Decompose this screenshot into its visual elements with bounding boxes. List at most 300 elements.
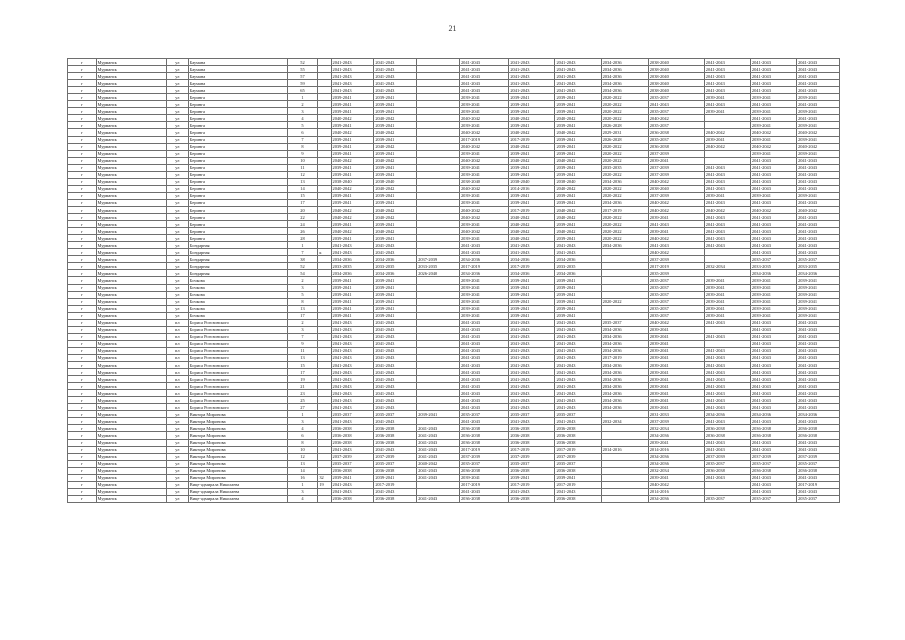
table-cell: г bbox=[68, 108, 97, 115]
table-cell: 2041-2043 bbox=[797, 228, 840, 235]
table-cell bbox=[417, 369, 460, 376]
table-cell: ул bbox=[166, 312, 188, 319]
table-cell: г bbox=[68, 228, 97, 235]
table-cell: Бондарная bbox=[188, 242, 287, 249]
table-cell: Мурманск bbox=[96, 66, 166, 73]
table-cell: 2036-2038 bbox=[750, 425, 796, 432]
table-cell: 2039-2041 bbox=[459, 122, 508, 129]
table-cell: г bbox=[68, 291, 97, 298]
table-cell: 2039-2041 bbox=[648, 157, 704, 164]
table-cell: 10 bbox=[287, 446, 318, 453]
table-cell: 2041-2043 bbox=[555, 390, 601, 397]
table-cell: 2040-2042 bbox=[555, 115, 601, 122]
table-row bbox=[68, 115, 840, 122]
table-cell: Бориса Рогозинского bbox=[188, 347, 287, 354]
table-cell: ул bbox=[166, 432, 188, 439]
table-cell: 2017-2019 bbox=[509, 446, 555, 453]
table-cell: 2039-2041 bbox=[374, 101, 417, 108]
table-cell: Вице-адмирала Николаева bbox=[188, 488, 287, 495]
table-cell: ул bbox=[166, 73, 188, 80]
table-cell: 2036-2038 bbox=[459, 495, 508, 502]
table-cell: 3 bbox=[287, 326, 318, 333]
table-cell: 2041-2043 bbox=[750, 439, 796, 446]
table-row bbox=[68, 94, 840, 101]
table-cell: ул bbox=[166, 305, 188, 312]
table-cell: 2034-2036 bbox=[601, 362, 648, 369]
table-row bbox=[68, 277, 840, 284]
table-cell: 17 bbox=[287, 369, 318, 376]
table-cell: 2041-2043 bbox=[555, 376, 601, 383]
table-cell: 2041-2043 bbox=[459, 404, 508, 411]
table-row bbox=[68, 369, 840, 376]
table-cell: 2039-2041 bbox=[555, 164, 601, 171]
table-cell: 2041-2043 bbox=[750, 199, 796, 206]
table-cell: 2040-2042 bbox=[331, 214, 374, 221]
table-cell: 2041-2043 bbox=[797, 185, 840, 192]
table-cell: 2041-2043 bbox=[331, 80, 374, 87]
table-cell: 2032-2034 bbox=[601, 418, 648, 425]
table-cell: 2041-2043 bbox=[374, 326, 417, 333]
table-cell: Виктора Миронова bbox=[188, 446, 287, 453]
table-cell: 2037-2039 bbox=[648, 164, 704, 171]
table-cell: ул bbox=[166, 59, 188, 66]
table-cell: 2039-2041 bbox=[555, 192, 601, 199]
table-cell: 2041-2043 bbox=[704, 397, 750, 404]
table-cell bbox=[318, 369, 331, 376]
table-cell: 2039-2041 bbox=[459, 284, 508, 291]
table-cell: Мурманск bbox=[96, 305, 166, 312]
table-cell: 13 bbox=[287, 460, 318, 467]
table-cell: 2034-2036 bbox=[601, 404, 648, 411]
table-cell: Беринга bbox=[188, 171, 287, 178]
table-cell: 2041-2043 bbox=[555, 80, 601, 87]
table-cell bbox=[417, 418, 460, 425]
table-cell: 2041-2043 bbox=[750, 397, 796, 404]
table-cell bbox=[601, 312, 648, 319]
table-cell: 2041-2043 bbox=[704, 59, 750, 66]
table-cell: 2036-2038 bbox=[509, 495, 555, 502]
table-cell: ул bbox=[166, 481, 188, 488]
table-cell: 2041-2043 bbox=[704, 214, 750, 221]
table-cell: 2036-2038 bbox=[797, 467, 840, 474]
table-cell: 2039-2041 bbox=[797, 291, 840, 298]
table-cell: 2039-2041 bbox=[459, 221, 508, 228]
table-row bbox=[68, 383, 840, 390]
table-cell: 2034-2036 bbox=[601, 340, 648, 347]
table-cell bbox=[417, 214, 460, 221]
table-cell: 2041-2043 bbox=[374, 59, 417, 66]
table-cell: 2041-2043 bbox=[374, 397, 417, 404]
table-cell: ул bbox=[166, 115, 188, 122]
table-cell: Мурманск bbox=[96, 453, 166, 460]
table-cell: Беринга bbox=[188, 235, 287, 242]
table-cell: 2034-2036 bbox=[797, 270, 840, 277]
housing-schedule-table bbox=[67, 58, 840, 503]
table-cell: 2040-2042 bbox=[459, 157, 508, 164]
table-body bbox=[68, 59, 840, 503]
table-cell: 2041-2043 bbox=[750, 228, 796, 235]
table-cell: 19 bbox=[287, 376, 318, 383]
table-cell: 2041-2043 bbox=[750, 333, 796, 340]
table-cell: Бориса Рогозинского bbox=[188, 319, 287, 326]
table-cell bbox=[318, 446, 331, 453]
table-cell: Беринга bbox=[188, 150, 287, 157]
table-cell: 2041-2043 bbox=[704, 87, 750, 94]
table-cell: 3 bbox=[287, 488, 318, 495]
table-cell: Мурманск bbox=[96, 354, 166, 361]
table-cell: 2041-2043 bbox=[750, 340, 796, 347]
table-cell: 2034-2036 bbox=[601, 66, 648, 73]
table-cell: 2034-2036 bbox=[601, 59, 648, 66]
table-cell: 2041-2043 bbox=[331, 347, 374, 354]
table-cell: 2041-2043 bbox=[374, 354, 417, 361]
table-cell: 2039-2041 bbox=[331, 284, 374, 291]
table-cell: 65 bbox=[287, 87, 318, 94]
table-cell: 2039-2041 bbox=[459, 298, 508, 305]
table-cell: 2036-2038 bbox=[555, 495, 601, 502]
table-cell: 2039-2041 bbox=[704, 305, 750, 312]
table-cell: 2035-2037 bbox=[648, 284, 704, 291]
table-cell: ул bbox=[166, 467, 188, 474]
table-cell: Мурманск bbox=[96, 171, 166, 178]
table-row bbox=[68, 235, 840, 242]
table-cell: 2039-2041 bbox=[509, 199, 555, 206]
table-cell bbox=[601, 249, 648, 256]
table-cell: г bbox=[68, 66, 97, 73]
table-cell: г bbox=[68, 150, 97, 157]
table-cell: г bbox=[68, 404, 97, 411]
table-cell: г bbox=[68, 249, 97, 256]
table-cell: ул bbox=[166, 228, 188, 235]
table-cell bbox=[417, 340, 460, 347]
table-cell bbox=[318, 333, 331, 340]
table-cell: 2041-2043 bbox=[374, 333, 417, 340]
table-cell bbox=[318, 242, 331, 249]
table-cell: Беринга bbox=[188, 122, 287, 129]
table-cell: ул bbox=[166, 453, 188, 460]
table-cell bbox=[417, 185, 460, 192]
table-cell: 2039-2041 bbox=[331, 474, 374, 481]
table-cell: 2035-2037 bbox=[648, 298, 704, 305]
table-row bbox=[68, 136, 840, 143]
table-cell: 2041-2043 bbox=[704, 354, 750, 361]
table-cell: ул bbox=[166, 460, 188, 467]
table-cell: 2039-2041 bbox=[648, 228, 704, 235]
table-cell: 2035-2037 bbox=[459, 411, 508, 418]
table-cell: 2035-2037 bbox=[601, 319, 648, 326]
table-cell: 2041-2043 bbox=[459, 362, 508, 369]
table-cell: 2041-2043 bbox=[797, 199, 840, 206]
table-cell: 2039-2041 bbox=[331, 221, 374, 228]
table-row bbox=[68, 284, 840, 291]
table-cell bbox=[318, 157, 331, 164]
table-cell: ул bbox=[166, 495, 188, 502]
table-cell: 2041-2043 bbox=[750, 369, 796, 376]
table-cell: 2036-2038 bbox=[648, 143, 704, 150]
table-cell bbox=[417, 199, 460, 206]
table-cell: 2039-2041 bbox=[374, 221, 417, 228]
table-cell bbox=[318, 347, 331, 354]
table-cell: 2034-2036 bbox=[601, 199, 648, 206]
table-cell: 2041-2043 bbox=[797, 474, 840, 481]
table-cell bbox=[318, 171, 331, 178]
table-cell: 2035-2037 bbox=[750, 495, 796, 502]
table-cell: 2037-2039 bbox=[704, 453, 750, 460]
table-cell: 2036-2038 bbox=[509, 439, 555, 446]
table-cell: 2 bbox=[287, 277, 318, 284]
table-cell: 2041-2043 bbox=[509, 319, 555, 326]
table-cell: 2039-2041 bbox=[750, 150, 796, 157]
table-cell: 2036-2038 bbox=[509, 467, 555, 474]
table-cell: 2036-2038 bbox=[331, 439, 374, 446]
table-cell: 2041-2043 bbox=[750, 66, 796, 73]
table-cell bbox=[318, 256, 331, 263]
table-cell: 2039-2041 bbox=[648, 404, 704, 411]
table-cell: 2033-2035 bbox=[750, 263, 796, 270]
table-cell: 2041-2043 bbox=[797, 446, 840, 453]
table-cell: 2041-2043 bbox=[555, 383, 601, 390]
table-cell: 2034-2036 bbox=[601, 397, 648, 404]
table-cell: 2041-2043 bbox=[374, 73, 417, 80]
table-cell bbox=[417, 157, 460, 164]
table-cell: ул bbox=[166, 192, 188, 199]
table-cell: Мурманск bbox=[96, 143, 166, 150]
table-cell: 2040-2042 bbox=[509, 143, 555, 150]
table-cell: 2039-2041 bbox=[750, 136, 796, 143]
table-cell: 9 bbox=[287, 150, 318, 157]
table-row bbox=[68, 488, 840, 495]
table-cell: 2041-2043 bbox=[555, 66, 601, 73]
table-cell bbox=[601, 270, 648, 277]
table-cell: Мурманск bbox=[96, 136, 166, 143]
table-cell: Мурманск bbox=[96, 256, 166, 263]
table-cell: Мурманск bbox=[96, 129, 166, 136]
table-cell: 2034-2036 bbox=[331, 256, 374, 263]
table-row bbox=[68, 439, 840, 446]
table-cell bbox=[417, 347, 460, 354]
table-cell: 2041-2043 bbox=[797, 418, 840, 425]
table-cell: 2039-2041 bbox=[374, 284, 417, 291]
table-cell: 2041-2043 bbox=[704, 228, 750, 235]
table-cell: 2037-2039 bbox=[648, 418, 704, 425]
table-cell bbox=[704, 115, 750, 122]
table-cell: 2039-2041 bbox=[417, 411, 460, 418]
table-cell: 2041-2043 bbox=[459, 333, 508, 340]
table-cell: 14 bbox=[287, 185, 318, 192]
table-cell: 15 bbox=[287, 192, 318, 199]
table-cell: г bbox=[68, 270, 97, 277]
table-cell bbox=[704, 340, 750, 347]
table-cell: 2039-2041 bbox=[374, 305, 417, 312]
table-cell: 2040-2042 bbox=[459, 143, 508, 150]
table-cell: Мурманск bbox=[96, 206, 166, 213]
table-row bbox=[68, 101, 840, 108]
table-cell: 2039-2041 bbox=[459, 291, 508, 298]
table-cell: 2039-2041 bbox=[648, 474, 704, 481]
table-cell bbox=[417, 143, 460, 150]
table-row bbox=[68, 242, 840, 249]
table-cell bbox=[601, 256, 648, 263]
table-cell: Мурманск bbox=[96, 115, 166, 122]
table-cell: 2040-2042 bbox=[374, 129, 417, 136]
table-cell: 16 bbox=[287, 474, 318, 481]
table-row bbox=[68, 460, 840, 467]
table-cell: 2034-2036 bbox=[601, 73, 648, 80]
table-cell: 2041-2043 bbox=[509, 242, 555, 249]
table-cell: 2039-2041 bbox=[797, 277, 840, 284]
table-cell: 2041-2043 bbox=[374, 80, 417, 87]
table-cell: г bbox=[68, 199, 97, 206]
table-cell: Мурманск bbox=[96, 319, 166, 326]
table-cell: ул bbox=[166, 157, 188, 164]
table-row bbox=[68, 404, 840, 411]
table-cell: 2041-2043 bbox=[750, 80, 796, 87]
table-cell: Мурманск bbox=[96, 495, 166, 502]
table-cell: Мурманск bbox=[96, 59, 166, 66]
table-cell: 2041-2043 bbox=[331, 404, 374, 411]
table-cell: 2034-2036 bbox=[601, 80, 648, 87]
table-cell: Беринга bbox=[188, 185, 287, 192]
table-cell: Мурманск bbox=[96, 221, 166, 228]
table-cell: 23 bbox=[287, 390, 318, 397]
table-cell: 2041-2043 bbox=[509, 73, 555, 80]
table-cell: 2041-2043 bbox=[459, 397, 508, 404]
table-cell: Мурманск bbox=[96, 333, 166, 340]
table-cell: 2039-2041 bbox=[509, 192, 555, 199]
table-cell: 4 bbox=[287, 115, 318, 122]
table-cell: 2036-2038 bbox=[555, 467, 601, 474]
table-cell: Беринга bbox=[188, 228, 287, 235]
table-cell: 4 bbox=[287, 495, 318, 502]
table-cell: 2040-2042 bbox=[459, 129, 508, 136]
table-cell: 2041-2043 bbox=[417, 425, 460, 432]
table-cell: 2034-2036 bbox=[648, 495, 704, 502]
table-cell: Мурманск bbox=[96, 404, 166, 411]
table-cell: 2040-2042 bbox=[509, 115, 555, 122]
table-cell: 2020-2022 bbox=[601, 228, 648, 235]
table-cell bbox=[318, 460, 331, 467]
table-cell: 2036-2038 bbox=[459, 467, 508, 474]
table-cell bbox=[318, 298, 331, 305]
table-cell: г bbox=[68, 185, 97, 192]
table-cell bbox=[318, 235, 331, 242]
table-cell: 2041-2043 bbox=[331, 59, 374, 66]
table-row bbox=[68, 411, 840, 418]
table-cell: г bbox=[68, 467, 97, 474]
table-cell: 2041-2043 bbox=[797, 66, 840, 73]
table-cell: 2038-2040 bbox=[648, 185, 704, 192]
table-cell: 2039-2041 bbox=[509, 122, 555, 129]
table-row bbox=[68, 270, 840, 277]
table-row bbox=[68, 425, 840, 432]
table-cell: 2038-2040 bbox=[459, 178, 508, 185]
table-cell: 2040-2042 bbox=[648, 115, 704, 122]
table-cell: Бориса Рогозинского bbox=[188, 340, 287, 347]
table-cell: 52 bbox=[287, 59, 318, 66]
table-cell bbox=[318, 87, 331, 94]
table-cell: 2041-2043 bbox=[374, 488, 417, 495]
table-cell: 2041-2043 bbox=[704, 376, 750, 383]
table-cell: Беринга bbox=[188, 214, 287, 221]
table-row bbox=[68, 432, 840, 439]
table-cell: 2040-2042 bbox=[750, 206, 796, 213]
table-cell bbox=[318, 390, 331, 397]
table-cell: Бориса Рогозинского bbox=[188, 362, 287, 369]
table-cell: 2039-2041 bbox=[331, 143, 374, 150]
table-cell bbox=[318, 192, 331, 199]
table-cell bbox=[318, 228, 331, 235]
table-cell: ул bbox=[166, 446, 188, 453]
table-cell: 2038-2040 bbox=[648, 59, 704, 66]
table-cell: 2039-2041 bbox=[509, 164, 555, 171]
table-cell: Беринга bbox=[188, 221, 287, 228]
table-cell bbox=[417, 284, 460, 291]
table-cell: ул bbox=[166, 214, 188, 221]
table-cell: 2039-2041 bbox=[459, 199, 508, 206]
table-cell bbox=[601, 474, 648, 481]
table-cell: Мурманск bbox=[96, 425, 166, 432]
table-row bbox=[68, 66, 840, 73]
table-row bbox=[68, 481, 840, 488]
table-cell: 2033-2035 bbox=[374, 263, 417, 270]
table-cell: 2040-2042 bbox=[374, 115, 417, 122]
table-cell: Мурманск bbox=[96, 390, 166, 397]
table-cell: 2017-2019 bbox=[601, 354, 648, 361]
table-row bbox=[68, 143, 840, 150]
table-cell: Виктора Миронова bbox=[188, 460, 287, 467]
table-cell: 2034-2036 bbox=[601, 333, 648, 340]
table-cell: 2041-2043 bbox=[750, 249, 796, 256]
table-cell: 2041-2043 bbox=[797, 376, 840, 383]
table-cell: Виктора Миронова bbox=[188, 418, 287, 425]
table-cell: 2035-2037 bbox=[648, 94, 704, 101]
table-cell: 2039-2041 bbox=[750, 108, 796, 115]
table-cell: 11 bbox=[287, 347, 318, 354]
table-cell: 2041-2043 bbox=[797, 488, 840, 495]
table-row bbox=[68, 446, 840, 453]
table-cell: 1 bbox=[287, 242, 318, 249]
table-cell: 2035-2037 bbox=[648, 136, 704, 143]
table-cell: 2039-2041 bbox=[750, 298, 796, 305]
table-cell: 2040-2042 bbox=[555, 157, 601, 164]
table-cell: г bbox=[68, 439, 97, 446]
table-cell: 2039-2041 bbox=[459, 305, 508, 312]
table-cell: 2041-2043 bbox=[331, 326, 374, 333]
table-cell: 2039-2041 bbox=[555, 108, 601, 115]
table-cell: 2041-2043 bbox=[704, 369, 750, 376]
table-cell bbox=[417, 80, 460, 87]
table-cell: 2041-2043 bbox=[331, 397, 374, 404]
table-cell: Бориса Рогозинского bbox=[188, 390, 287, 397]
table-cell: 2040-2042 bbox=[459, 185, 508, 192]
table-row bbox=[68, 474, 840, 481]
table-cell: 2039-2041 bbox=[648, 383, 704, 390]
table-row bbox=[68, 263, 840, 270]
table-cell: 2036-2038 bbox=[374, 439, 417, 446]
table-cell: 1 bbox=[287, 481, 318, 488]
table-cell: г bbox=[68, 418, 97, 425]
table-cell: Мурманск bbox=[96, 108, 166, 115]
table-cell: 2034-2036 bbox=[555, 270, 601, 277]
table-cell: 2020-2022 bbox=[601, 214, 648, 221]
table-cell: Мурманск bbox=[96, 298, 166, 305]
table-cell: 2040-2042 bbox=[459, 214, 508, 221]
table-cell: 2040-2042 bbox=[374, 228, 417, 235]
table-cell: 2039-2041 bbox=[555, 94, 601, 101]
table-row bbox=[68, 298, 840, 305]
table-cell: 2039-2041 bbox=[374, 199, 417, 206]
table-cell: 2041-2043 bbox=[750, 481, 796, 488]
